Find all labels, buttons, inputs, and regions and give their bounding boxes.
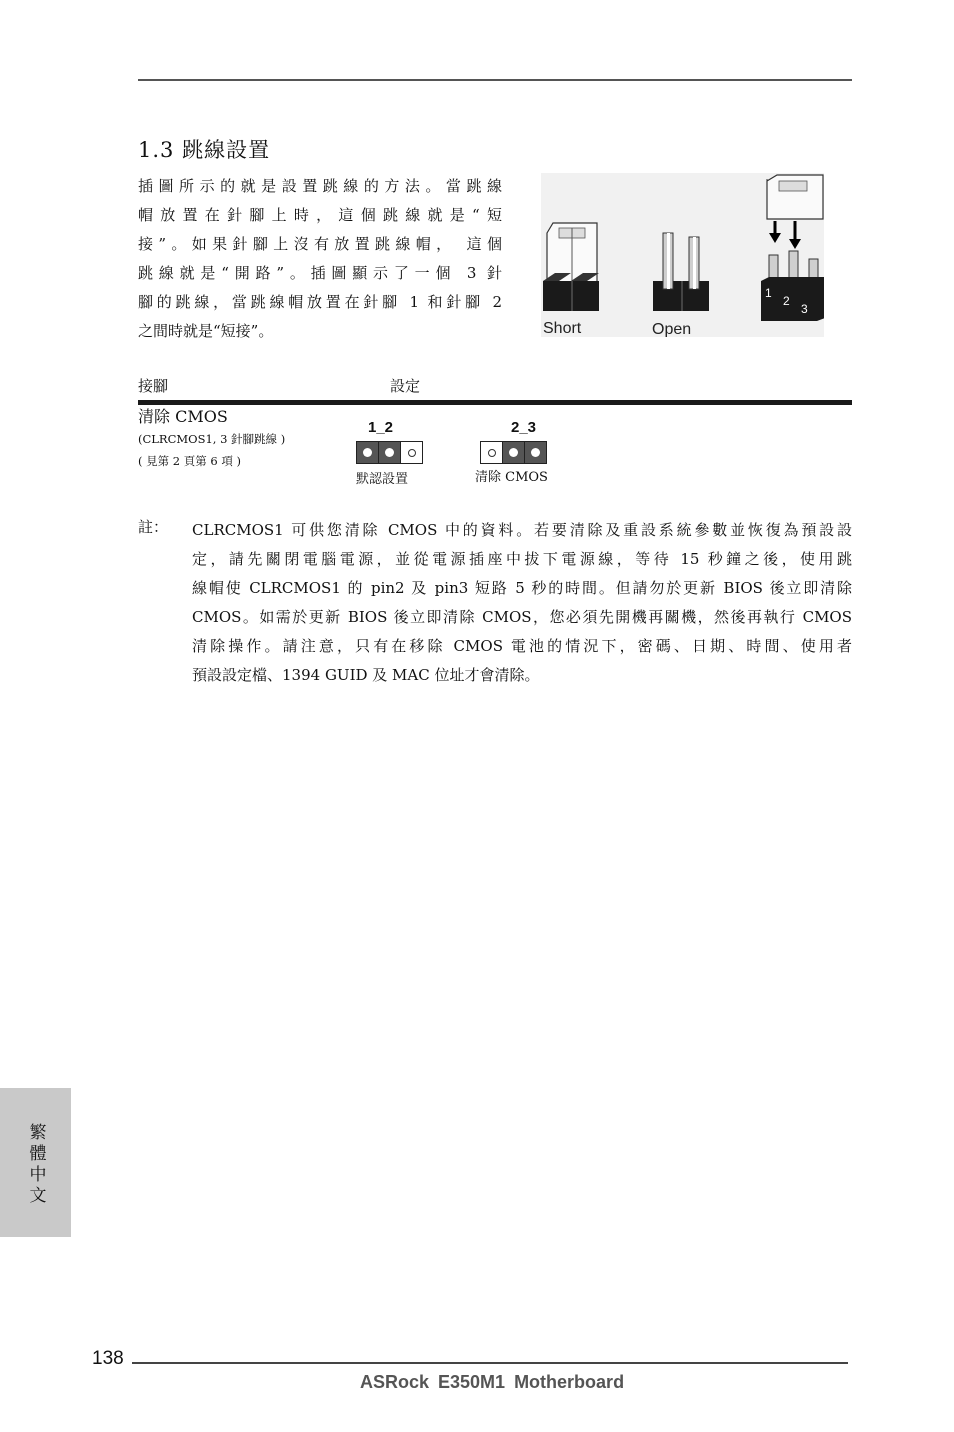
note-line: CMOS。如需於更新 BIOS 後立即清除 CMOS，您必須先開機再關機，然後再執行 CMOS: [192, 608, 852, 626]
jumper-pins-default: [356, 441, 423, 464]
table-rule: [138, 400, 852, 405]
note-line: 清除操作。請注意，只有在移除 CMOS 電池的情況下，密碼、日期、時間、使用者: [192, 637, 852, 655]
pin-number-label: 2: [783, 294, 790, 308]
jumper-diagram: [541, 173, 824, 337]
jumper-pins-clear: [480, 441, 547, 464]
pin-open: [480, 441, 503, 464]
table-header-setting: 設定: [390, 377, 421, 395]
header-rule: [138, 79, 852, 81]
footer-rule: [132, 1362, 848, 1364]
pin-shorted: [356, 441, 379, 464]
note-line: 線帽使 CLRCMOS1 的 pin2 及 pin3 短路 5 秒的時間。但請勿於更新 BIOS 後立即清除: [192, 579, 852, 597]
intro-line: 之間時就是“短接”。: [138, 322, 274, 340]
note-paragraph: [192, 516, 852, 690]
jumper-option-caption: 清除 CMOS: [475, 470, 548, 485]
jumper-option-caption: 默認設置: [356, 472, 409, 487]
table-header-pin: 接腳: [138, 377, 169, 395]
three-pin-jumper-figure: [761, 175, 824, 321]
pin-shorted: [525, 441, 547, 464]
page-number: 138: [92, 1348, 124, 1369]
short-label: Short: [543, 320, 582, 337]
intro-line: 接”。如果針腳上沒有放置跳線帽， 這個: [138, 235, 502, 253]
open-jumper-figure: [653, 233, 709, 311]
pin-number-label: 1: [765, 286, 772, 300]
intro-line: 腳的跳線，當跳線帽放置在針腳 1 和針腳 2: [138, 293, 502, 311]
intro-line: 插圖所示的就是設置跳線的方法。當跳線: [138, 177, 502, 195]
jumper-illustration: [541, 173, 824, 337]
jumper-option-label: 1_2: [368, 419, 394, 436]
language-tab-label: 繁體中文: [25, 1123, 46, 1207]
jumper-option-label: 2_3: [511, 419, 537, 436]
pin-shorted: [503, 441, 525, 464]
pin-shorted: [379, 441, 401, 464]
intro-paragraph: [138, 172, 502, 346]
jumper-reference: ( 見第 2 頁第 6 項 ): [138, 454, 242, 468]
note-line: 預設設定檔、1394 GUID 及 MAC 位址才會清除。: [192, 666, 540, 684]
language-tab: [0, 1088, 71, 1237]
pin-open: [401, 441, 423, 464]
jumper-name: 清除 CMOS: [138, 407, 228, 426]
note-label: 註：: [138, 518, 169, 536]
intro-line: 跳線就是“開路”。插圖顯示了一個 3 針: [138, 264, 502, 282]
open-label: Open: [652, 321, 692, 337]
jumper-id: (CLRCMOS1, 3 針腳跳線 ): [138, 432, 286, 446]
short-jumper-figure: [543, 223, 599, 311]
pin-number-label: 3: [801, 302, 808, 316]
section-title: 1.3 跳線設置: [138, 138, 271, 162]
note-line: 定，請先關閉電腦電源，並從電源插座中拔下電源線，等待 15 秒鐘之後，使用跳: [192, 550, 852, 568]
note-line: CLRCMOS1 可供您清除 CMOS 中的資料。若要清除及重設系統參數並恢復為預設設: [192, 521, 852, 539]
footer-title: ASRock E350M1 Motherboard: [360, 1372, 625, 1392]
intro-line: 帽放置在針腳上時，這個跳線就是“短: [138, 206, 502, 224]
